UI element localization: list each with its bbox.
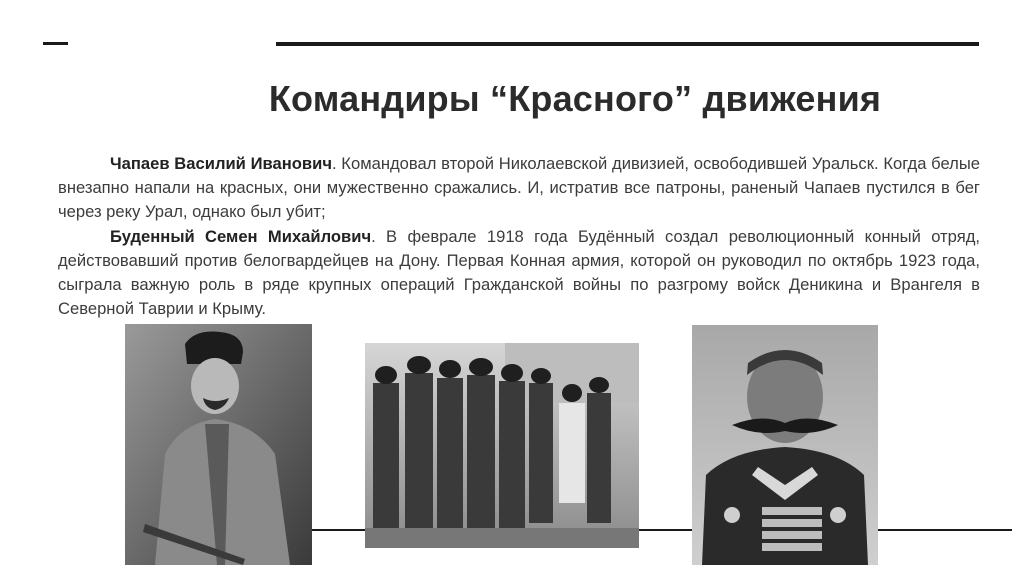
decorative-dash (43, 42, 68, 45)
slide-body (58, 152, 980, 321)
paragraph-text: . В феврале 1918 года Будённый создал революционный конный отряд, действовавший против белогвардейцев на Дону. Первая Конная армия, которой он руководил по октябрь 1923 года, сыграла важную роль в ряде крупных операций Гражданской войны по разгрому войск Деникина и Врангеля в Северной Таврии и Крыму. (58, 226, 980, 319)
person-name: Чапаев Василий Иванович (110, 154, 332, 173)
top-rule (276, 42, 979, 46)
paragraph-text: . Командовал второй Николаевской дивизией, освободившей Уральск. Когда белые внезапно напали на красных, они мужественно сражались. И, истратив все патроны, раненый Чапаев пустился в бег через реку Урал, однако был убит; (58, 154, 980, 222)
chapaev-photo (125, 324, 312, 565)
budyonny-photo (692, 325, 878, 565)
slide-title: Командиры “Красного” движения (268, 78, 882, 119)
paragraph-chapaev (58, 152, 980, 225)
soldiers-group-photo (365, 343, 639, 548)
paragraph-budyonny (58, 225, 980, 322)
person-name: Буденный Семен Михайлович (110, 226, 372, 246)
